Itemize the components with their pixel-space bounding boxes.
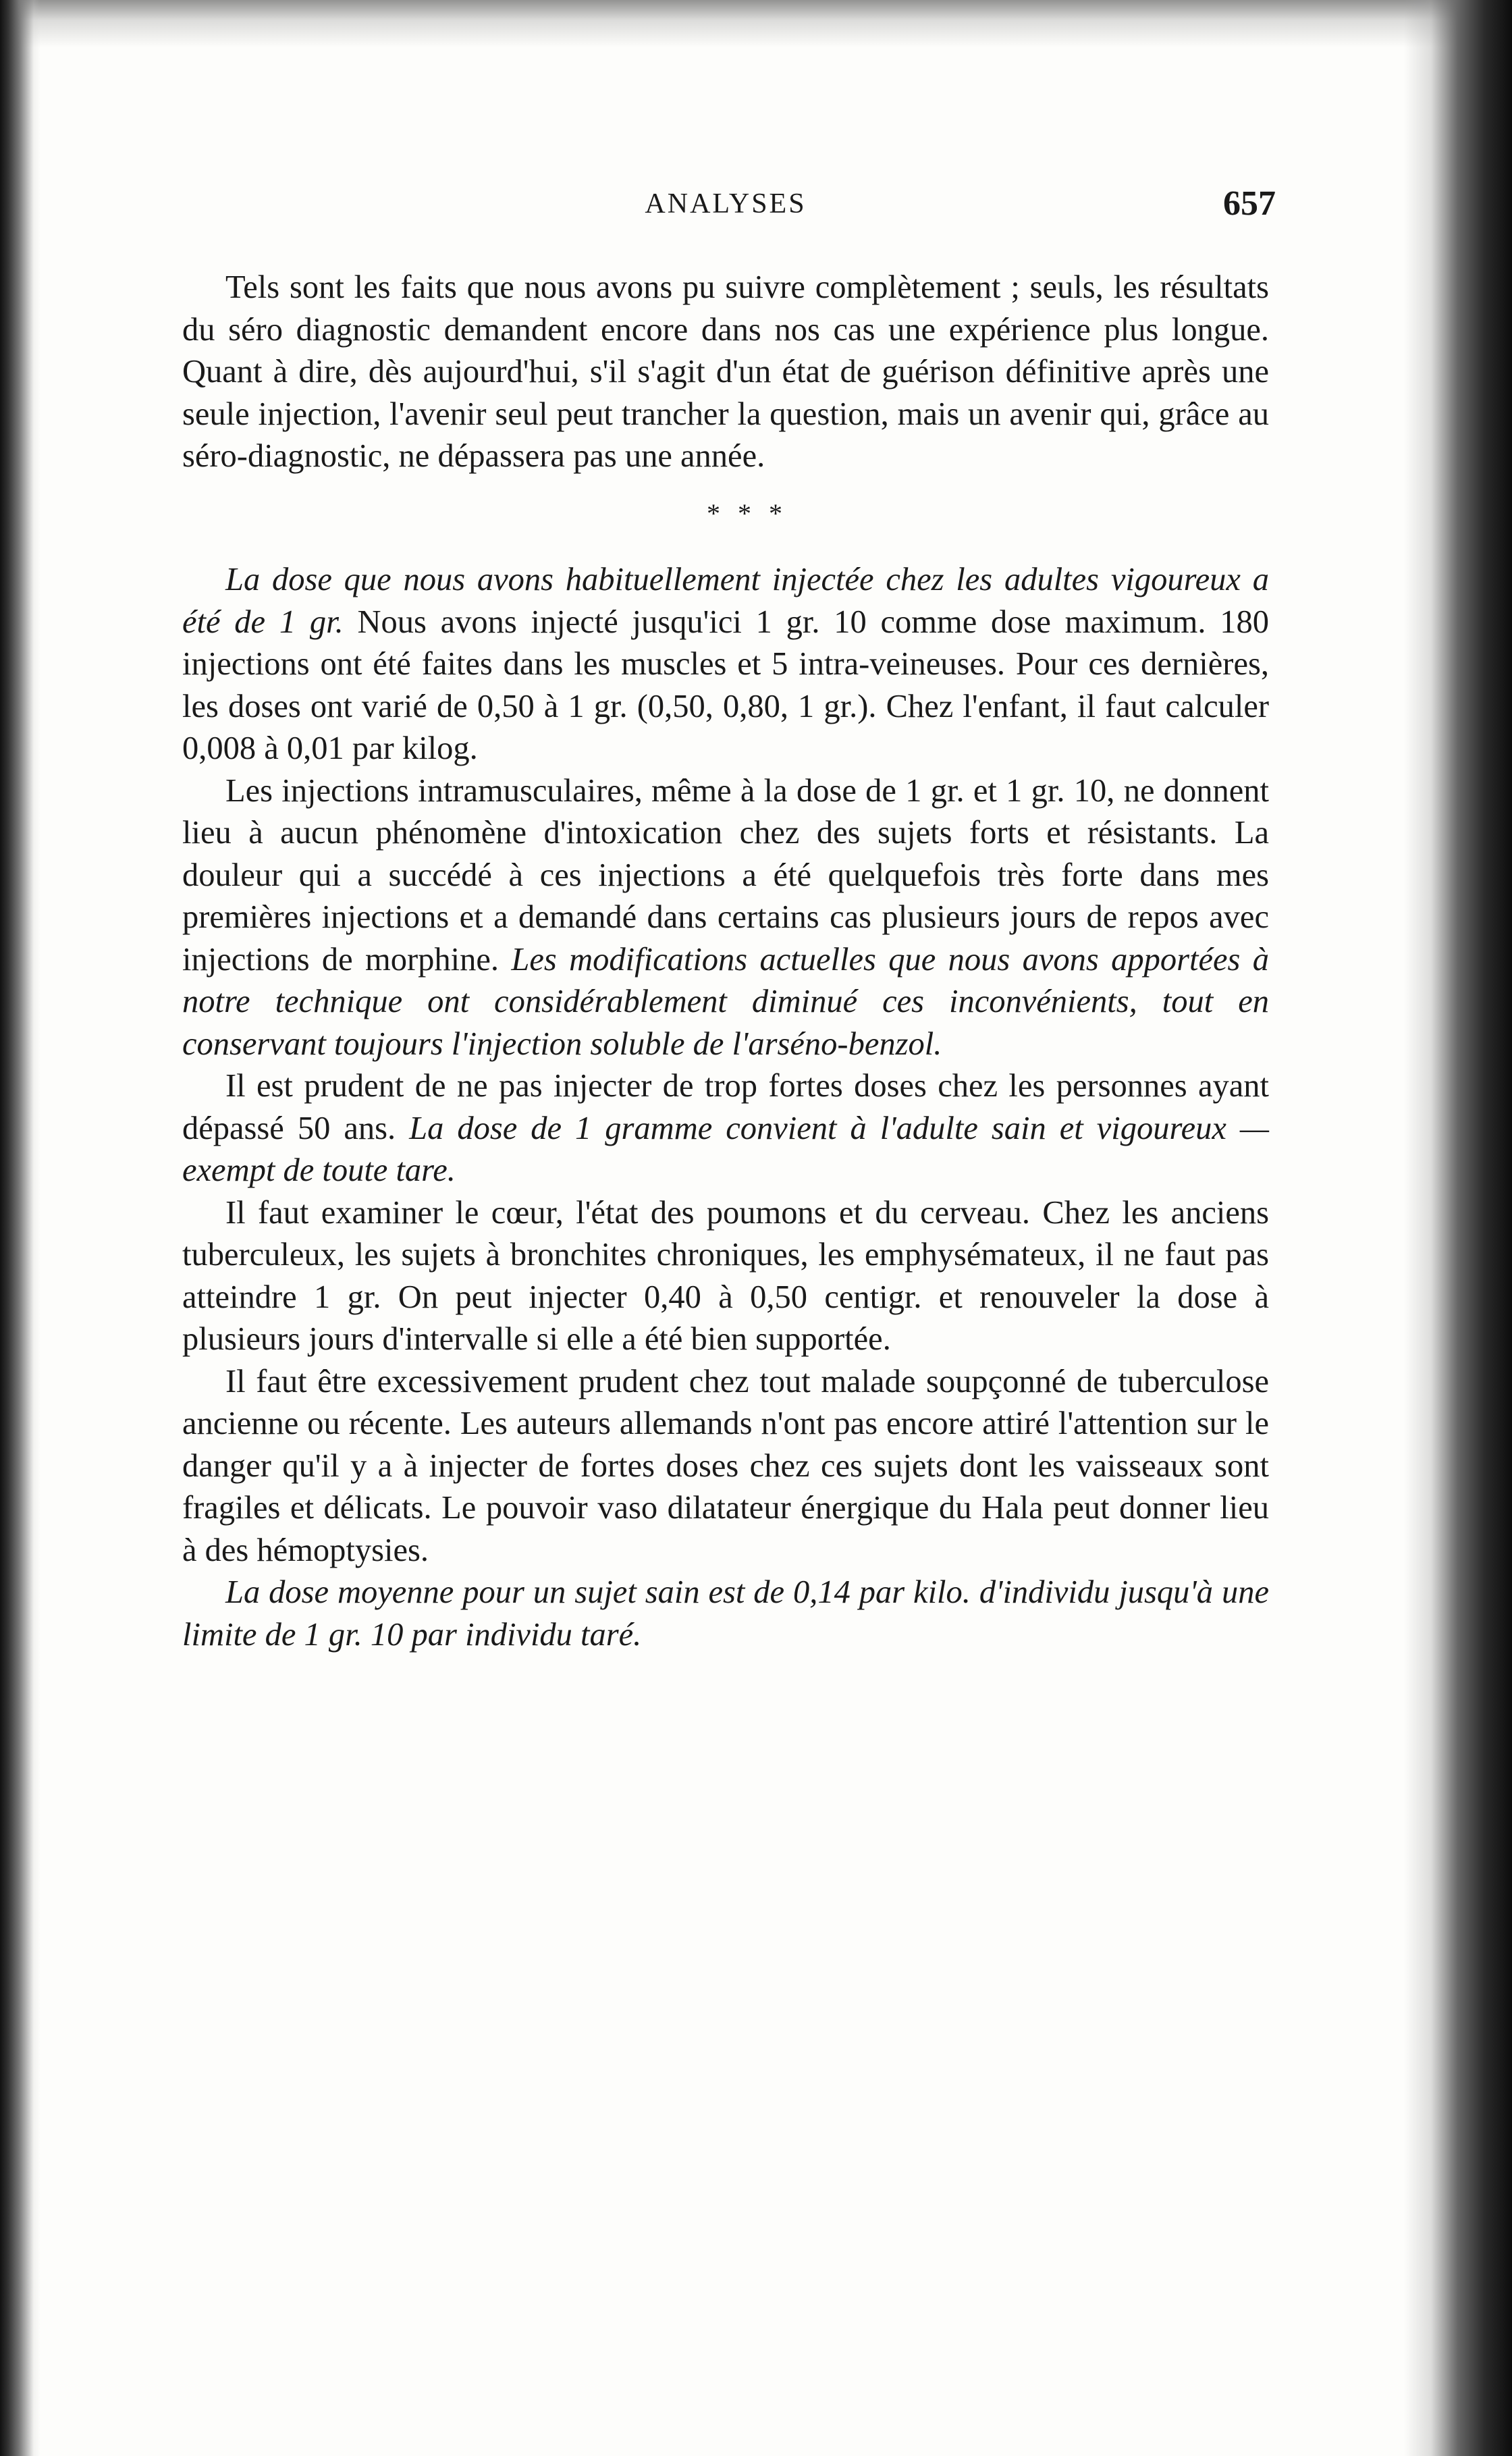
paragraph-1: Tels sont les faits que nous avons pu suivre complètement ; seuls, les résultats du séro diagnostic demandent encore dans nos cas une expérience plus longue. Quant à dire, dès aujourd'hui, s'il s'agit d'un état de guérison définitive après une seule injection, l'avenir seul peut trancher la question, mais un avenir qui, grâce au séro-diagnostic, ne dépassera pas une année. <box>182 269 1269 474</box>
paragraph-2-italic: La dose que nous avons habituellement injectée chez les adultes vigoureux a été de 1 gr. <box>182 562 1269 640</box>
paragraph-4 <box>182 1065 1269 1192</box>
paragraph-3 <box>182 770 1269 1066</box>
scan-shadow-right <box>1404 0 1512 2456</box>
page-number: 657 <box>1223 184 1276 223</box>
scan-shadow-top <box>0 0 1512 47</box>
paragraph-4-italic: La dose de 1 gramme convient à l'adulte sain et vigoureux — exempt de toute tare. <box>182 1110 1269 1188</box>
running-head: ANALYSES <box>645 188 807 219</box>
scan-shadow-left <box>0 0 40 2456</box>
page-header <box>176 184 1276 228</box>
paragraph-3-text: Les injections intramusculaires, même à la dose de 1 gr. et 1 gr. 10, ne donnent lieu à aucun phénomène d'intoxication chez des sujets forts et résistants. La douleur qui a succédé à ces injections a été quelquefois très forte dans mes premières injections et a demandé dans certains cas plusieurs jours de repos avec injections de morphine. <box>182 772 1269 978</box>
paragraph-3-italic: Les modifications actuelles que nous avons apportées à notre technique ont considérablement diminué ces inconvénients, tout en conservant toujours l'injection soluble de l'arséno-benzol. <box>182 941 1269 1062</box>
page-body <box>182 267 1269 1656</box>
paragraph-5: Il faut examiner le cœur, l'état des poumons et du cerveau. Chez les anciens tuberculeux, les sujets à bronchites chroniques, les emphysémateux, il ne faut pas atteindre 1 gr. On peut injecter 0,40 à 0,50 centigr. et renouveler la dose à plusieurs jours d'intervalle si elle a été bien supportée. <box>182 1194 1269 1357</box>
paragraph-2-text: Nous avons injecté jusqu'ici 1 gr. 10 comme dose maximum. 180 injections ont été faites dans les muscles et 5 intra-veineuses. Pour ces dernières, les doses ont varié de 0,50 à 1 gr. (0,50, 0,80, 1 gr.). Chez l'enfant, il faut calculer 0,008 à 0,01 par kilog. <box>182 604 1269 766</box>
paragraph-7: La dose moyenne pour un sujet sain est de 0,14 par kilo. d'individu jusqu'à une limite de 1 gr. 10 par individu taré. <box>182 1574 1269 1653</box>
paragraph-6: Il faut être excessivement prudent chez tout malade soupçonné de tuberculose ancienne ou récente. Les auteurs allemands n'ont pas encore attiré l'attention sur le danger qu'il y a à injecter de fortes doses chez ces sujets dont les vaisseaux sont fragiles et délicats. Le pouvoir vaso dilatateur énergique du Hala peut donner lieu à des hémoptysies. <box>182 1363 1269 1568</box>
section-asterism: * * * <box>707 498 788 529</box>
paragraph-2 <box>182 559 1269 770</box>
paragraph-4-text: Il est prudent de ne pas injecter de trop fortes doses chez les personnes ayant dépassé 50 ans. <box>182 1068 1269 1146</box>
